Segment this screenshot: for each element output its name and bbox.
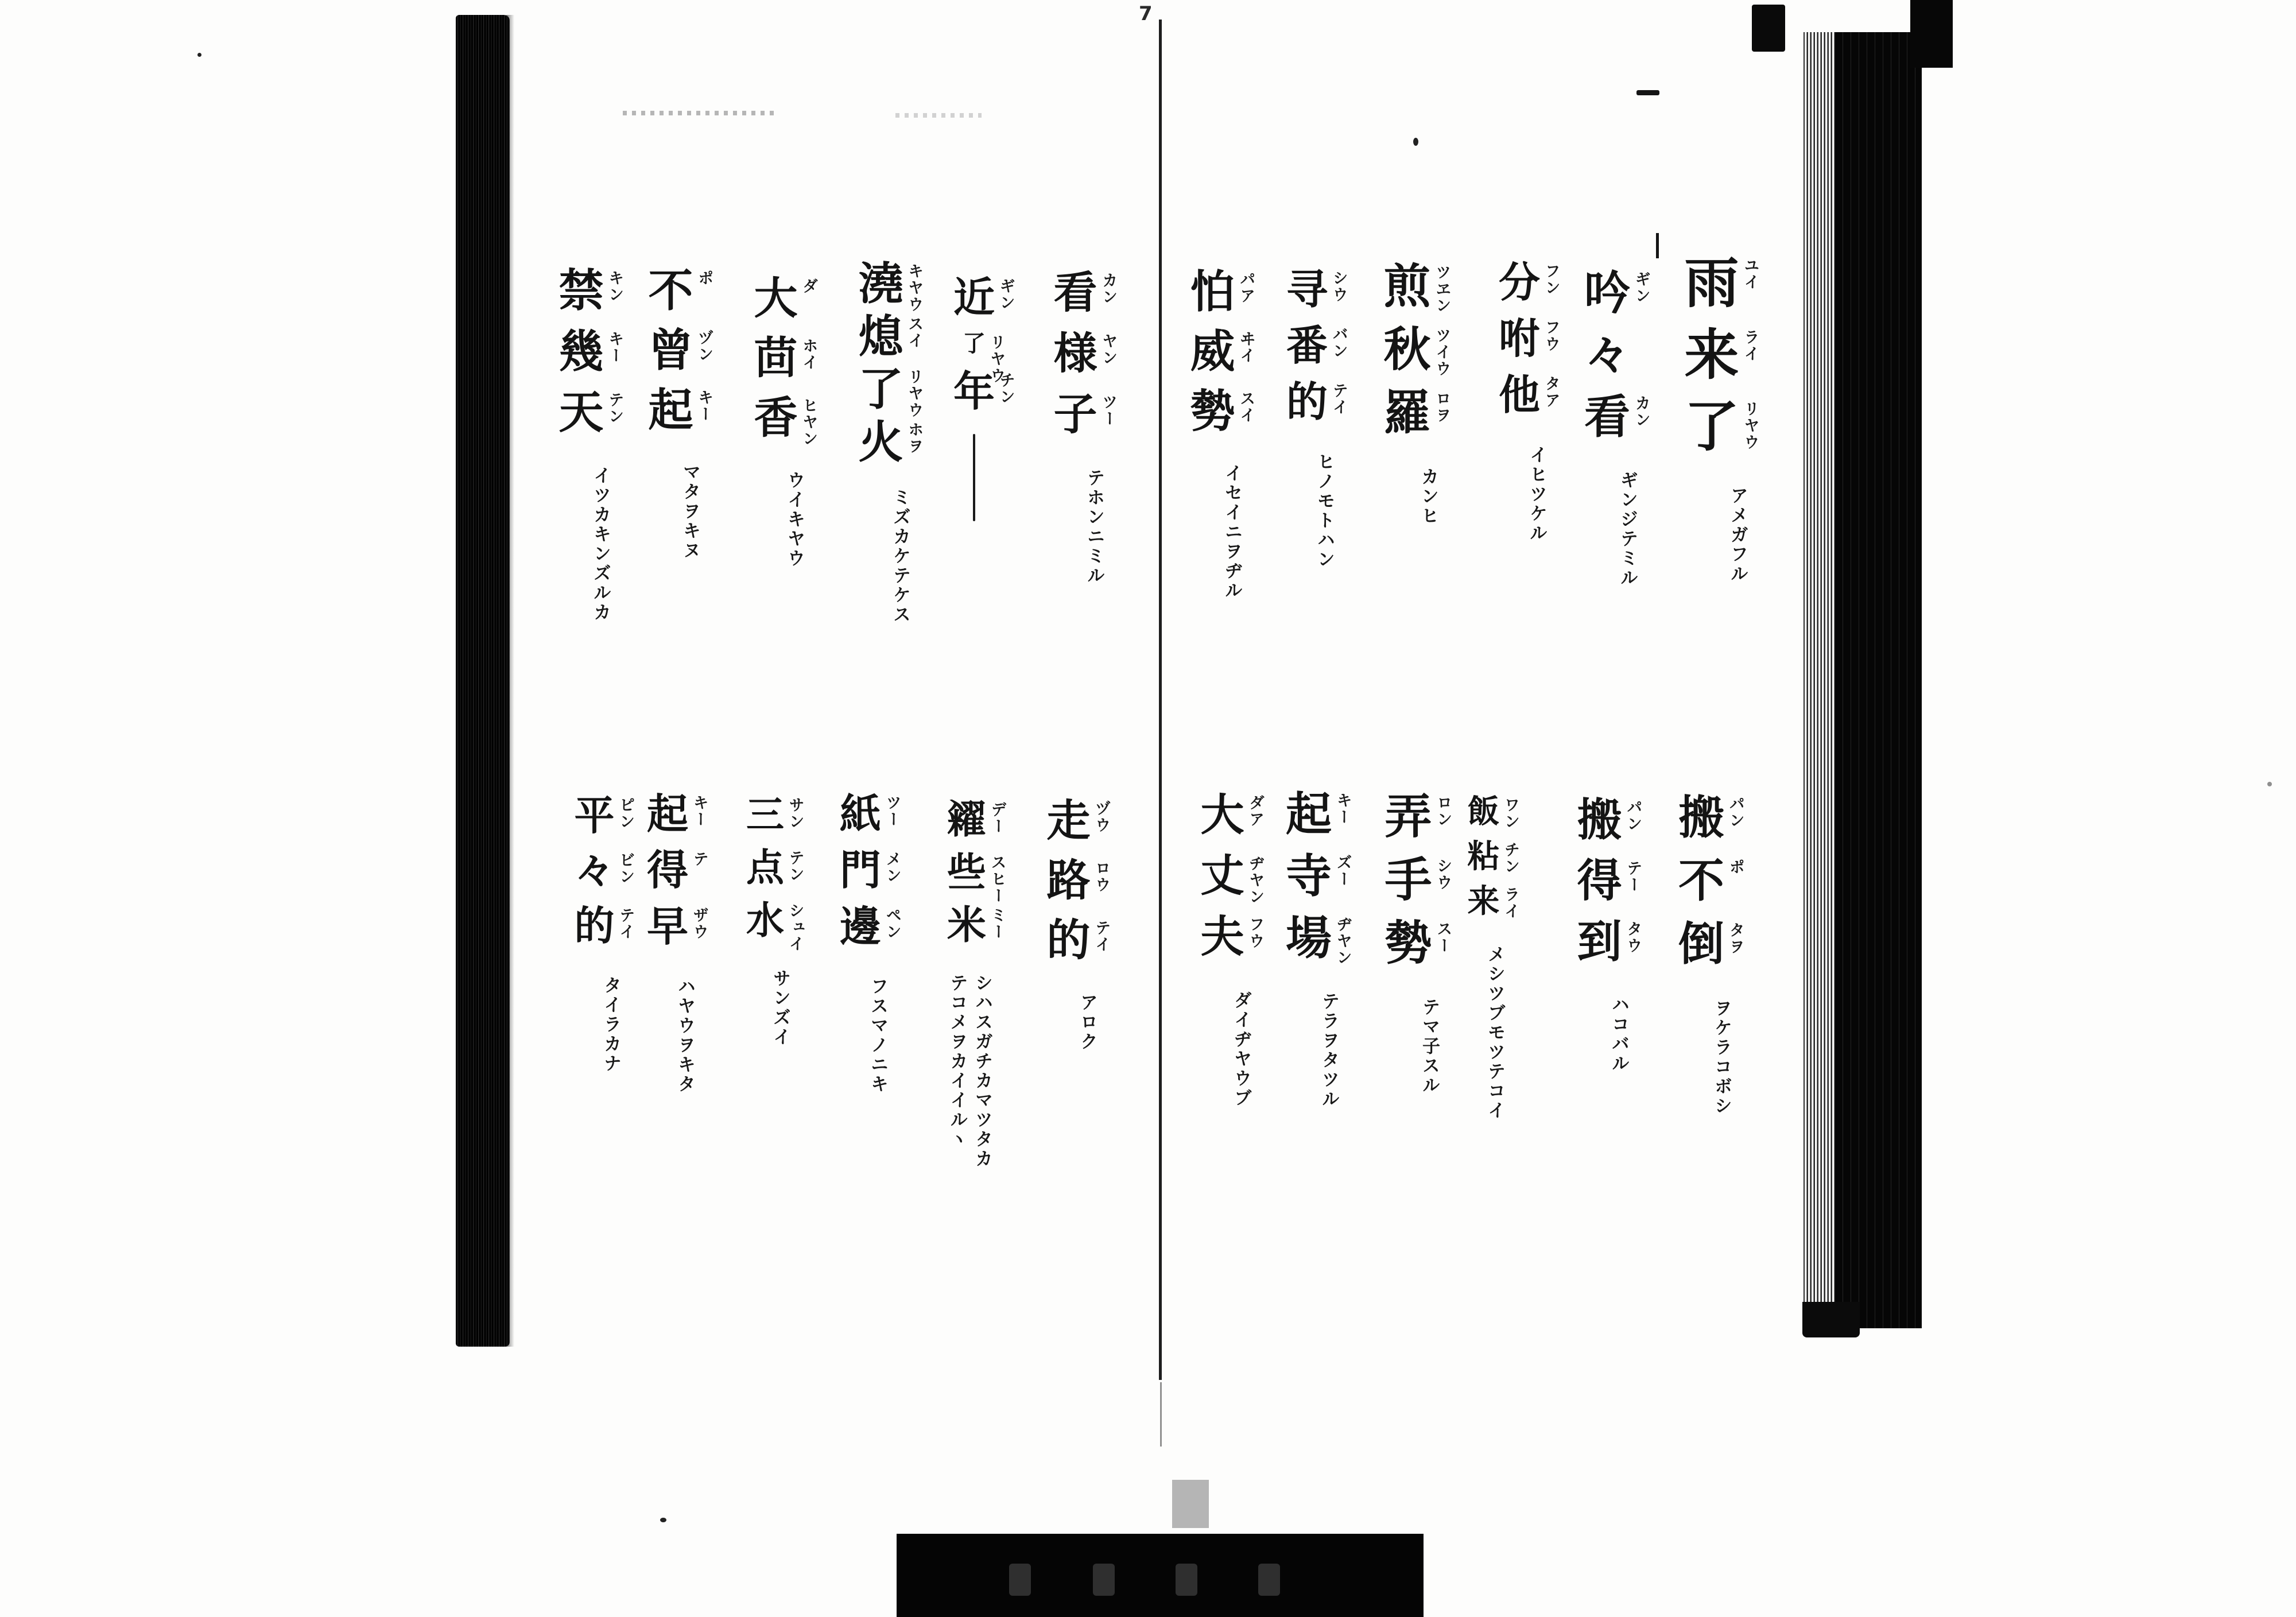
phrase-entry: [1577, 266, 1650, 588]
hanzi-char: 勢: [1384, 916, 1432, 971]
scan-streak: [623, 111, 777, 115]
furigana-reading: テン: [606, 391, 624, 425]
phrase-entry: [1378, 789, 1452, 1095]
furigana-reading: ヰイ: [1237, 331, 1255, 364]
furigana-reading: ザウ: [690, 907, 708, 940]
hanzi-char: 得: [646, 846, 688, 894]
scan-artifact-square: [1172, 1480, 1209, 1528]
hanzi-char: 来: [1467, 882, 1500, 920]
kana-gloss: [1079, 468, 1104, 585]
furigana-reading: ヂヤン: [1333, 916, 1352, 966]
furigana-reading: パア: [1237, 271, 1255, 304]
hanzi-char: 他: [1498, 370, 1540, 419]
furigana-reading: タヲ: [1726, 922, 1744, 955]
hanzi-char: 走: [1046, 795, 1091, 846]
furigana-reading: ロヲ: [1433, 390, 1451, 424]
furigana-reading: デー: [988, 801, 1006, 835]
furigana-reading: キン: [606, 270, 624, 303]
furigana-reading: タウ: [1624, 921, 1642, 954]
footer-bar-mark: [1258, 1564, 1280, 1596]
furigana-reading: スイ: [905, 316, 924, 349]
kana-gloss-line: テホンニミル: [1084, 468, 1104, 585]
kana-gloss-line: ウイキヤウ: [784, 471, 805, 568]
footer-bar-mark: [1009, 1564, 1031, 1596]
hanzi-char: 得: [1577, 855, 1622, 907]
kana-gloss: [1603, 995, 1628, 1073]
ink-speck: [197, 53, 201, 57]
hanzi-char: 平: [574, 792, 615, 839]
furigana-reading: ピン: [616, 797, 635, 830]
furigana-reading: テ: [690, 851, 708, 867]
kana-gloss-line: テラヲタツル: [1318, 992, 1339, 1109]
furigana-reading: ライ: [1741, 329, 1759, 362]
kana-gloss-line: ハコバル: [1608, 995, 1629, 1073]
hanzi-char: 三: [746, 792, 784, 837]
phrase-entry: [1376, 259, 1451, 526]
hanzi-char: 分: [1498, 258, 1540, 307]
furigana-reading: ビン: [616, 852, 635, 885]
furigana-reading: チン: [996, 371, 1015, 405]
hanzi-char: 的: [1046, 914, 1091, 965]
phrase-entry: [941, 797, 1006, 1169]
kana-gloss-line: アメガフル: [1727, 486, 1748, 584]
furigana-reading: テイ: [1092, 920, 1111, 953]
furigana-reading: ポ: [1726, 859, 1744, 875]
hanzi-char: 的: [1286, 377, 1328, 426]
kana-gloss-line: テコメヲカイイルヽ: [947, 974, 968, 1149]
hanzi-char: 看: [1053, 267, 1097, 318]
hanzi-char: 早: [646, 902, 688, 951]
hanzi-char: 茴: [754, 332, 798, 383]
phrase-entry: [947, 273, 1015, 521]
hanzi-char: 咐: [1498, 314, 1540, 363]
hanzi-char: 寻: [1286, 265, 1328, 313]
hanzi-char: 寺: [1286, 849, 1332, 903]
kana-gloss: [779, 471, 804, 568]
furigana-reading: ホヲ: [905, 421, 924, 455]
hanzi-char: 吟: [1584, 266, 1630, 320]
kana-gloss: [595, 976, 620, 1073]
phrase-entry: [1040, 795, 1111, 1052]
hanzi-char: 曾: [648, 324, 693, 377]
hanzi-char: 点: [746, 845, 784, 890]
kana-gloss: [1479, 945, 1504, 1120]
kana-gloss: [674, 463, 700, 560]
kana-gloss: [1521, 445, 1546, 543]
furigana-reading: カン: [1099, 272, 1118, 305]
hanzi-char: 禁: [559, 265, 604, 317]
hanzi-char: 起: [1286, 787, 1332, 841]
footer-bar-mark: [1176, 1564, 1197, 1596]
kana-gloss: [1313, 992, 1339, 1109]
furigana-reading: ズー: [1333, 854, 1352, 887]
furigana-reading: ロン: [1434, 794, 1452, 828]
phrase-entry: [1570, 794, 1642, 1073]
furigana-reading: テー: [1624, 860, 1642, 893]
kana-gloss-line: イセイニヲヂル: [1221, 464, 1242, 600]
ink-speck: [660, 1518, 666, 1522]
hanzi-char: 近: [953, 273, 995, 321]
furigana-reading: バン: [1329, 326, 1348, 359]
furigana-reading: キー: [690, 794, 708, 828]
right-page-edge-shadow: [1835, 32, 1922, 1328]
furigana-reading: ダ: [800, 278, 818, 294]
phrase-entry: [642, 265, 713, 560]
kana-gloss-line: ミズカケテケス: [890, 488, 910, 625]
kana-gloss-line: シハスガチカマツタカ: [972, 974, 992, 1169]
phrase-entry: [1676, 251, 1759, 584]
phrase-entry: [1184, 266, 1255, 600]
kana-gloss-line: メシツブモツテコイ: [1484, 945, 1505, 1120]
kana-gloss: [1309, 452, 1334, 569]
furigana-reading: キー: [695, 389, 713, 422]
kana-gloss-line: タイラカナ: [600, 976, 621, 1073]
scan-streak: [895, 113, 982, 118]
furigana-reading: カン: [1632, 395, 1650, 428]
furigana-reading: ユイ: [1741, 257, 1759, 290]
phrase-entry: [740, 792, 804, 1047]
brush-tail-stroke: [973, 434, 975, 521]
phrase-entry: [833, 789, 901, 1094]
furigana-reading: パン: [1726, 796, 1744, 829]
furigana-reading: ヒヤン: [800, 397, 818, 447]
furigana-reading: テン: [786, 850, 804, 883]
hanzi-char: 倒: [1678, 917, 1724, 971]
furigana-reading: ヅン: [695, 329, 713, 363]
furigana-reading: キヤウ: [905, 263, 924, 313]
hanzi-char: 々: [574, 847, 615, 894]
hanzi-char: 澆: [858, 258, 903, 310]
hanzi-char: 年: [953, 366, 995, 416]
hanzi-char: 火: [858, 416, 903, 468]
hanzi-char: 紙: [839, 789, 881, 838]
kana-gloss-line: サンズイ: [770, 969, 790, 1047]
furigana-reading: パン: [1624, 799, 1642, 832]
ink-speck: [2267, 782, 2272, 786]
furigana-reading: ツー: [883, 794, 901, 828]
furigana-reading: ツー: [1099, 394, 1118, 427]
furigana-reading: フン: [1542, 263, 1560, 296]
furigana-reading: キー: [606, 331, 624, 364]
hanzi-char: 到: [1577, 916, 1622, 968]
hanzi-char: 熄: [858, 311, 903, 363]
right-page-edge-streaks: [1804, 32, 1839, 1328]
hanzi-char: 来: [1684, 323, 1739, 387]
furigana-reading: サン: [786, 797, 804, 830]
furigana-reading: フウ: [1542, 319, 1560, 352]
furigana-reading: スー: [1434, 921, 1452, 954]
hanzi-char: 丈: [1200, 850, 1244, 901]
furigana-reading: ヤン: [1099, 333, 1118, 366]
hanzi-char: 米: [947, 902, 986, 948]
furigana-reading: ポ: [695, 270, 713, 286]
hanzi-char: 不: [1678, 854, 1724, 908]
furigana-reading: ライ: [1502, 886, 1520, 920]
stray-tick-mark: [1656, 233, 1659, 258]
furigana-reading: ツイウ: [1433, 327, 1451, 377]
furigana-reading: ギン: [1632, 271, 1650, 304]
center-fold-line-tail: [1160, 1382, 1162, 1447]
hanzi-char: 糴: [947, 797, 986, 843]
hanzi-char: 搬: [1577, 794, 1622, 846]
phrase-entry: [1279, 787, 1352, 1109]
hanzi-char: 不: [648, 265, 693, 317]
left-page-binding-edge: [456, 15, 510, 1347]
hanzi-char: 門: [839, 846, 881, 894]
kana-gloss-line: イヒツケル: [1526, 445, 1547, 543]
furigana-reading: リヤウ: [905, 369, 924, 418]
hanzi-char: 弄: [1384, 789, 1432, 844]
hanzi-char: 々: [1584, 328, 1630, 382]
hanzi-char: 搬: [1678, 790, 1724, 844]
hanzi-char: 秋: [1383, 322, 1431, 377]
kana-gloss-line: イツカキンズルカ: [590, 466, 611, 622]
hanzi-char: 煎: [1383, 259, 1431, 314]
furigana-reading: スイ: [1237, 390, 1255, 424]
furigana-reading: シュイ: [786, 902, 804, 952]
kana-gloss-line: ギンジテミル: [1617, 471, 1638, 588]
phrase-entry: [568, 792, 635, 1073]
phrase-entry: [1280, 265, 1348, 569]
hanzi-char: 大: [754, 273, 798, 324]
kana-gloss: [885, 488, 910, 625]
furigana-reading: シウ: [1329, 270, 1348, 303]
furigana-reading: メン: [883, 851, 901, 884]
phrase-entry: [1047, 267, 1118, 585]
furigana-reading: スヒー: [988, 854, 1006, 904]
furigana-reading: チン: [1502, 842, 1520, 875]
hanzi-char: 了: [858, 363, 903, 416]
furigana-reading: リヤウ: [987, 334, 1006, 384]
furigana-reading: ワン: [1502, 797, 1520, 830]
kana-gloss-line: ヲケラコボシ: [1711, 999, 1732, 1116]
furigana-reading: ツヱン: [1433, 264, 1451, 314]
furigana-reading: テイ: [1329, 382, 1348, 416]
hanzi-char: 起: [648, 384, 693, 436]
furigana-reading: ロウ: [1092, 860, 1111, 893]
center-fold-line: [1159, 20, 1162, 1380]
kana-gloss-line: カンヒ: [1418, 467, 1438, 526]
kana-gloss: [669, 977, 695, 1094]
furigana-reading: リヤウ: [1741, 401, 1759, 451]
hanzi-char: 粘: [1467, 837, 1500, 875]
kana-gloss-line: アロク: [1077, 993, 1097, 1052]
hanzi-char: 手: [1384, 852, 1432, 908]
kana-gloss: [1072, 993, 1097, 1052]
furigana-reading: フウ: [1246, 916, 1265, 949]
kana-gloss: [1225, 991, 1251, 1108]
hanzi-char: 起: [646, 789, 688, 838]
hanzi-char: 場: [1286, 911, 1332, 965]
scan-footer-bar: [897, 1534, 1424, 1617]
kana-gloss: [1216, 464, 1242, 600]
kana-gloss: [1612, 471, 1637, 588]
hanzi-char: 路: [1046, 855, 1091, 906]
hanzi-char: 夫: [1200, 911, 1244, 962]
furigana-reading: タア: [1542, 375, 1560, 409]
furigana-reading: シウ: [1434, 858, 1452, 891]
ink-speck: [1413, 138, 1418, 146]
kana-gloss-line: テマ子スル: [1419, 998, 1440, 1095]
furigana-reading: ヅウ: [1092, 800, 1111, 833]
page-number-mark: 7: [1139, 2, 1153, 25]
hanzi-char: 勢: [1190, 385, 1235, 437]
hanzi-char: 羅: [1383, 385, 1431, 440]
hanzi-char: 子: [1053, 389, 1097, 440]
hanzi-char: 水: [746, 898, 784, 943]
hanzi-char: 雨: [1684, 251, 1739, 315]
kana-gloss-line: フスマノニキ: [867, 977, 888, 1094]
kana-gloss: [1414, 998, 1439, 1095]
kana-gloss: [765, 969, 790, 1047]
hanzi-char: 怕: [1190, 266, 1235, 318]
kana-gloss: [1706, 999, 1731, 1116]
kana-gloss: [942, 974, 992, 1169]
phrase-entry: [1671, 790, 1744, 1116]
kana-gloss: [862, 977, 887, 1094]
hanzi-char: 番: [1286, 321, 1328, 370]
kana-gloss-line: ヒノモトハン: [1314, 452, 1335, 569]
furigana-reading: テイ: [616, 907, 635, 940]
hanzi-char: 威: [1190, 325, 1235, 378]
hanzi-char: 的: [574, 902, 615, 949]
scan-edge-blob: [1752, 5, 1785, 52]
furigana-reading: ペン: [883, 907, 901, 940]
hanzi-char: 看: [1584, 390, 1630, 444]
kana-gloss: [1722, 486, 1747, 584]
furigana-reading: ギン: [996, 278, 1015, 311]
hanzi-char: 様: [1053, 328, 1097, 379]
kana-gloss: [585, 466, 610, 622]
hanzi-char: 了: [963, 331, 986, 357]
kana-gloss: [1413, 467, 1438, 526]
section-dash-mark: [1636, 90, 1659, 95]
footer-bar-mark: [1093, 1564, 1115, 1596]
hanzi-char: 了: [1684, 395, 1739, 459]
furigana-reading: ホイ: [800, 338, 818, 371]
furigana-reading: ヂヤン: [1246, 855, 1265, 905]
phrase-entry: [747, 273, 818, 568]
phrase-entry: [1492, 258, 1560, 543]
furigana-reading: ダア: [1246, 794, 1265, 828]
hanzi-char: 幾: [559, 325, 604, 378]
hanzi-char: 邊: [839, 902, 881, 951]
hanzi-char: 天: [559, 386, 604, 439]
phrase-entry: [552, 265, 624, 622]
phrase-entry: [1463, 793, 1520, 1120]
furigana-reading: ミー: [988, 907, 1006, 940]
kana-gloss-line: マタヲキヌ: [680, 463, 700, 560]
hanzi-char: 香: [754, 392, 798, 443]
phrase-entry: [641, 789, 708, 1094]
scan-edge-foot-blob: [1802, 1302, 1860, 1337]
hanzi-char: 些: [947, 850, 986, 895]
kana-gloss-line: ダイヂヤウブ: [1231, 991, 1251, 1108]
hanzi-char: 飯: [1467, 793, 1500, 831]
furigana-reading: キー: [1333, 792, 1352, 825]
hanzi-char: 大: [1200, 789, 1244, 840]
phrase-entry: [1194, 789, 1265, 1108]
kana-gloss-line: ハヤウヲキタ: [674, 977, 695, 1094]
scan-corner-blob: [1910, 0, 1953, 68]
phrase-entry: [852, 258, 924, 625]
